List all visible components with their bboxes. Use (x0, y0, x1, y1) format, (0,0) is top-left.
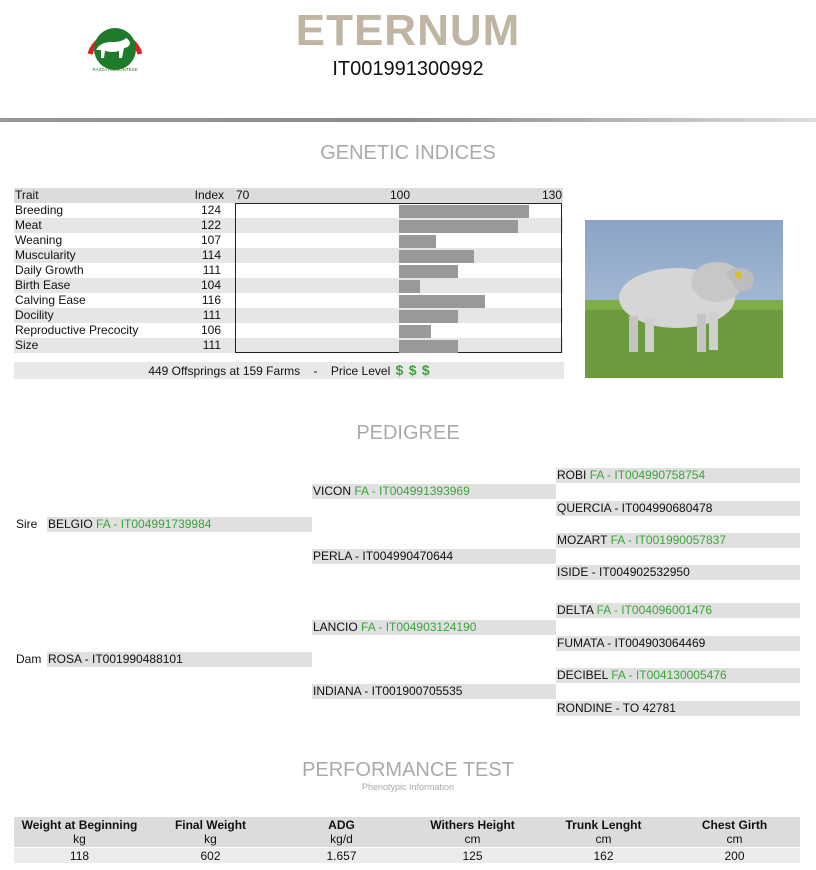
offspring-text: 449 Offsprings at 159 Farms (148, 364, 301, 378)
perf-col-chest-girth: Chest Girth cm (701, 818, 768, 846)
pedigree-title: PEDIGREE (356, 422, 460, 444)
trait-index: 124 (200, 203, 221, 217)
sire-sire-name: VICON (313, 484, 352, 498)
genetic-header-row (14, 188, 563, 203)
trait-index: 111 (202, 308, 221, 322)
perf-value: 1.657 (326, 849, 357, 863)
trait-name: Meat (15, 218, 42, 232)
trait-name: Muscularity (15, 248, 76, 262)
ancestor-name: MOZART (557, 533, 608, 547)
trait-index: 107 (200, 233, 221, 247)
index-bar (399, 205, 529, 218)
grandparent-ancestor-entry (556, 468, 800, 483)
index-bar (399, 310, 459, 323)
index-bar (399, 235, 437, 248)
trait-name: Size (15, 338, 39, 352)
index-column-header: Index (194, 188, 224, 202)
logo-text: RAZZA PIEMONTESE (92, 67, 138, 72)
index-bar (399, 295, 486, 308)
dollar-icon: $ (421, 362, 430, 378)
sire-entry (47, 517, 312, 532)
grandparent-ancestor-entry (556, 501, 800, 516)
bull-photo (585, 220, 783, 378)
ancestor-fa: FA - IT004130005476 (611, 668, 727, 682)
sire-sire-entry (312, 484, 556, 499)
grandparent-ancestor-entry (556, 603, 800, 618)
ancestor-name: DELTA (557, 603, 594, 617)
dam-entry (47, 652, 312, 667)
dollar-icon: $ (408, 362, 417, 378)
performance-subtitle: Phenotypic Information (361, 782, 455, 792)
trait-index: 106 (200, 323, 221, 337)
perf-value: 118 (69, 849, 90, 863)
header-divider (0, 118, 816, 122)
separator: - (313, 364, 318, 378)
performance-values-row (14, 848, 800, 863)
perf-value: 200 (724, 849, 745, 863)
perf-col-trunk-length: Trunk Lenght cm (565, 818, 642, 846)
trait-index: 111 (202, 263, 221, 277)
dam-label: Dam (16, 652, 42, 666)
axis-mid-label: 100 (390, 188, 411, 202)
sire-name: BELGIO (48, 517, 93, 531)
trait-index: 122 (200, 218, 221, 232)
bull-name: ETERNUM (295, 6, 521, 55)
perf-value: 602 (200, 849, 221, 863)
perf-value: 125 (462, 849, 483, 863)
trait-name: Calving Ease (15, 293, 86, 307)
offspring-summary (14, 362, 564, 379)
trait-index: 104 (200, 278, 221, 292)
ancestor-name: DECIBEL (557, 668, 608, 682)
ancestor-fa: FA - IT004990758754 (589, 468, 706, 482)
perf-col-final-weight: Final Weight kg (174, 818, 247, 846)
grandparent-ancestor-entry (556, 668, 800, 683)
dam-dam-entry (312, 684, 556, 699)
sire-fa: FA - IT004991739984 (96, 517, 212, 531)
ancestor-fa: FA - IT004096001476 (596, 603, 713, 617)
performance-header-row (14, 817, 800, 847)
grandparent-ancestor-entry (556, 565, 800, 580)
grandparent-ancestor-entry (556, 533, 800, 548)
dam-sire-entry (312, 620, 556, 635)
trait-index: 116 (201, 293, 221, 307)
bull-code: IT001991300992 (332, 58, 484, 80)
axis-max-label: 130 (542, 188, 563, 202)
genetic-indices-title: GENETIC INDICES (320, 142, 496, 164)
trait-name: Reproductive Precocity (15, 323, 139, 337)
grandparent-ancestor-entry (556, 701, 800, 716)
sire-dam-entry (312, 549, 556, 564)
grandparent-ancestor-entry (556, 636, 800, 651)
index-bar (399, 250, 475, 263)
perf-col-weight-beginning: Weight at Beginning kg (21, 818, 138, 846)
perf-col-adg: ADG kg/d (328, 818, 355, 846)
trait-index: 114 (201, 248, 221, 262)
index-bar (399, 220, 518, 233)
trait-name: Weaning (15, 233, 63, 247)
sire-dam-name: PERLA - IT004990470644 (313, 549, 454, 563)
perf-value: 162 (593, 849, 614, 863)
axis-min-label: 70 (236, 188, 250, 202)
ancestor-name: RONDINE - TO 42781 (557, 701, 676, 715)
dam-sire-fa: FA - IT004903124190 (361, 620, 477, 634)
ancestor-name: FUMATA - IT004903064469 (557, 636, 706, 650)
dam-name: ROSA - IT001990488101 (48, 652, 183, 666)
dam-sire-name: LANCIO (313, 620, 358, 634)
perf-col-withers-height: Withers Height cm (430, 818, 515, 846)
dam-dam-name: INDIANA - IT001900705535 (313, 684, 463, 698)
index-bar (399, 340, 459, 353)
ancestor-fa: FA - IT001990057837 (610, 533, 727, 547)
ancestor-name: ROBI (557, 468, 587, 482)
dollar-icon: $ (395, 362, 404, 378)
index-bar (399, 280, 421, 293)
price-level-label: Price Level (330, 364, 391, 378)
trait-column-header: Trait (15, 188, 39, 202)
sire-label: Sire (16, 517, 38, 531)
trait-name: Docility (15, 308, 54, 322)
performance-test-title: PERFORMANCE TEST (302, 759, 514, 781)
trait-name: Breeding (15, 203, 64, 217)
index-bar (399, 265, 459, 278)
index-bar (399, 325, 432, 338)
ancestor-name: QUERCIA - IT004990680478 (557, 501, 713, 515)
trait-name: Birth Ease (15, 278, 71, 292)
ancestor-name: ISIDE - IT004902532950 (557, 565, 690, 579)
trait-index: 111 (202, 338, 221, 352)
sire-sire-fa: FA - IT004991393969 (354, 484, 470, 498)
index-bar-chart (235, 203, 562, 353)
trait-name: Daily Growth (15, 263, 84, 277)
